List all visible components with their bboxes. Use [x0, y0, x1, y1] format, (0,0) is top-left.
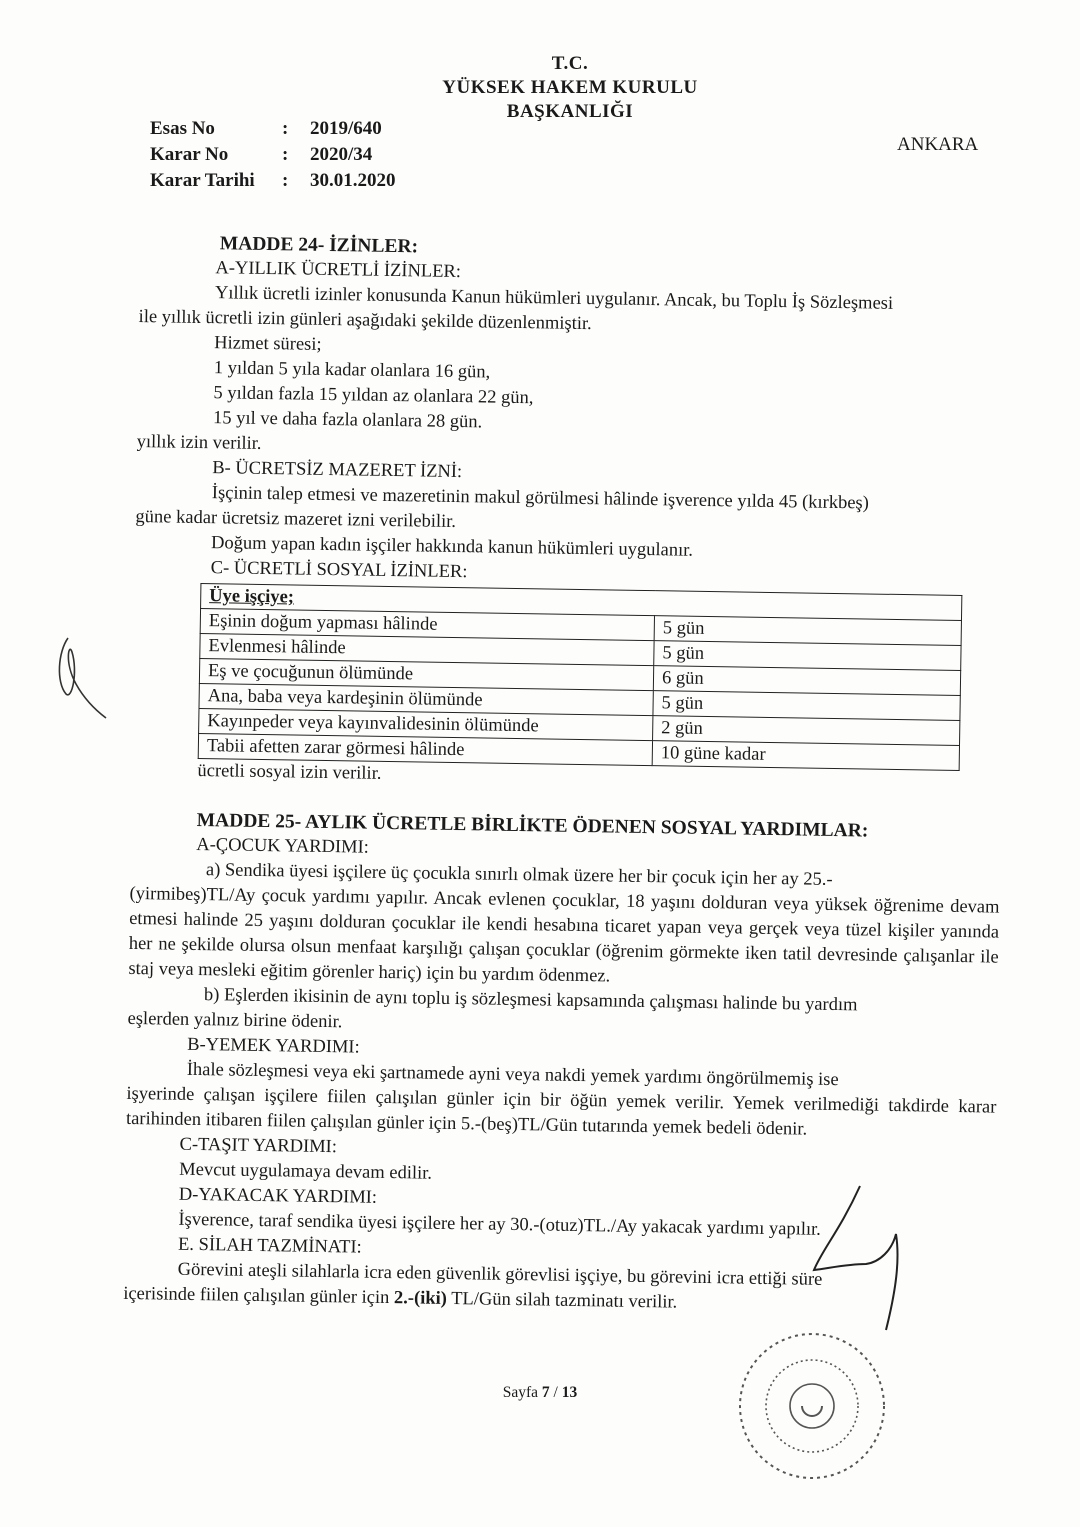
- page-footer: [0, 1384, 1080, 1402]
- paragraph: a) Sendika üyesi işçilere üç çocukla sınırlı olmak üzere her bir çocuk için her ay 25.- (yirmibeş)TL/Ay çocuk yardımı yapılır. Ancak evlenen çocuklar, 18 yaşını dolduran veya yüksek öğrenime devam etmesi halinde 25 yaşını dolduran çocuklar ile kendi hesabına ticaret yapan veya gerçek veya tüzel kişiler yanında her ne şekilde olursa olsun menfaat karşılığı çalışan çocuklar (öğrenim görmekte iken tatil devresinde çalışanlar ile staj veya mesleki eğitim görenler hariç) için bu yardım ödenmez.: [128, 860, 1000, 987]
- paragraph-end: yıllık izin verilir.: [136, 431, 262, 454]
- table-cell-value: 5 gün: [654, 616, 961, 646]
- meta-label: Karar Tarihi: [150, 170, 255, 191]
- list-item: 15 yıl ve daha fazla olanlara 28 gün.: [212, 408, 483, 433]
- section-b-title: B-YEMEK YARDIMI:: [187, 1034, 360, 1058]
- meta-value: 2019/640: [310, 118, 382, 139]
- paragraph: Doğum yapan kadın işçiler hakkında kanun hükümleri uygulanır.: [210, 533, 694, 561]
- case-meta: [150, 116, 396, 194]
- paragraph: İşverence, taraf sendika üyesi işçilere her ay 30.-(otuz)TL./Ay yakacak yardımı yapılır.: [178, 1209, 821, 1240]
- section-e-title: E. SİLAH TAZMİNATI:: [177, 1234, 362, 1258]
- seal-stamp-icon: [716, 1310, 896, 1510]
- meta-label: Esas No: [150, 118, 215, 139]
- list-item: 1 yıldan 5 yıla kadar olanlara 16 gün,: [213, 358, 491, 383]
- meta-colon: :: [282, 144, 289, 165]
- meta-label: Karar No: [150, 144, 229, 165]
- initial-signature-icon: [54, 632, 114, 722]
- paragraph: İhale sözleşmesi veya eki şartnamede ayni veya nakdi yemek yardımı öngörülmemiş ise işyerinde çalışan işçilere fiilen çalışılan günler için bir öğün yemek verilir. Yemek verilmediği takdirde karar tarihinden itibaren fiilen çalışılan günler için 5.-(beş)TL/Gün tutarında yemek bedeli ödenir.: [125, 1059, 997, 1140]
- section-d-title: D-YAKACAK YARDIMI:: [178, 1184, 378, 1208]
- paragraph: İşçinin talep etmesi ve mazeretinin makul görülmesi hâlinde işverence yılda 45 (kırkbeş) güne kadar ücretsiz mazeret izni verilebilir.: [135, 483, 870, 532]
- section-c-title: C-TAŞIT YARDIMI:: [179, 1134, 338, 1158]
- city: ANKARA: [897, 134, 979, 155]
- meta-colon: :: [282, 118, 289, 139]
- paragraph-end: ücretli sosyal izin verilir.: [197, 760, 382, 784]
- table-cell-value: 10 güne kadar: [652, 741, 959, 771]
- table-cell-value: 6 gün: [653, 666, 960, 696]
- section-a-title: A-YILLIK ÜCRETLİ İZİNLER:: [215, 258, 462, 283]
- page-separator: /: [549, 1384, 562, 1401]
- section-a-title: A-ÇOCUK YARDIMI:: [196, 834, 369, 858]
- madde-25-title: MADDE 25- AYLIK ÜCRETLE BİRLİKTE ÖDENEN SOSYAL YARDIMLAR:: [196, 809, 869, 842]
- table-cell-label: Ana, baba veya kardeşinin ölümünde: [199, 683, 653, 715]
- section-c-title: C- ÜCRETLİ SOSYAL İZİNLER:: [210, 558, 468, 583]
- table-cell-label: Eş ve çocuğunun ölümünde: [199, 658, 653, 690]
- document-body: [123, 230, 1010, 1321]
- social-leave-table: [198, 583, 963, 771]
- table-header: Üye işçiye;: [201, 584, 962, 621]
- table-cell-label: Kayınpeder veya kayınvalidesinin ölümünde: [199, 708, 653, 740]
- meta-value: 2020/34: [310, 144, 373, 165]
- header-tc: T.C.: [551, 53, 589, 74]
- paragraph: Mevcut uygulamaya devam edilir.: [179, 1159, 433, 1184]
- meta-esas-row: [150, 116, 396, 142]
- page-number: 7: [541, 1384, 550, 1401]
- header-institution: YÜKSEK HAKEM KURULU: [442, 77, 698, 98]
- table-cell-label: Evlenmesi hâlinde: [200, 633, 654, 665]
- hizmet-label: Hizmet süresi;: [214, 333, 322, 355]
- paragraph: b) Eşlerden ikisinin de aynı toplu iş sözleşmesi kapsamında çalışması halinde bu yardım eşlerden yalnız birine ödenir.: [127, 985, 858, 1033]
- meta-karar-row: [150, 142, 396, 168]
- list-item: 5 yıldan fazla 15 yıldan az olanlara 22 gün,: [213, 383, 534, 409]
- paragraph: Görevini ateşli silahlarla icra eden güvenlik görevlisi işçiye, bu görevini icra ettiği süre içerisinde fiilen çalışılan günler için 2.-(iki) TL/Gün silah tazminatı verilir.: [123, 1259, 823, 1313]
- section-b-title: B- ÜCRETSİZ MAZERET İZNİ:: [212, 458, 463, 483]
- page-label: Sayfa: [502, 1384, 539, 1401]
- meta-colon: :: [282, 170, 289, 191]
- header-presidency: BAŞKANLIĞI: [506, 101, 634, 122]
- document-header: [420, 52, 720, 124]
- meta-tarih-row: [150, 168, 396, 194]
- table-cell-value: 5 gün: [654, 641, 961, 671]
- meta-value: 30.01.2020: [310, 170, 396, 191]
- table-cell-label: Tabii afetten zarar görmesi hâlinde: [198, 733, 652, 765]
- table-cell-label: Eşinin doğum yapması hâlinde: [200, 608, 654, 640]
- paragraph-line: içerisinde fiilen çalışılan günler için 2.-(iki) TL/Gün silah tazminatı verilir.: [123, 1283, 678, 1313]
- paragraph: Yıllık ücretli izinler konusunda Kanun hükümleri uygulanır. Ancak, bu Toplu İş Sözleşmesi ile yıllık ücretli izin günleri aşağıdaki şekilde düzenlenmiştir.: [138, 283, 894, 335]
- madde-24-title: MADDE 24- İZİNLER:: [219, 233, 419, 258]
- page-total: 13: [561, 1384, 578, 1401]
- table-cell-value: 2 gün: [653, 716, 960, 746]
- table-cell-value: 5 gün: [653, 691, 960, 721]
